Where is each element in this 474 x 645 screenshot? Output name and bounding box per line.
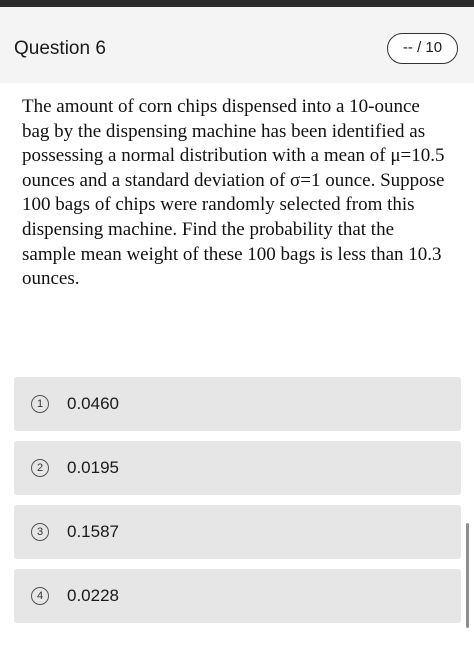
answer-choice-1[interactable]: [14, 377, 461, 431]
answer-choice-3[interactable]: [14, 505, 461, 559]
score-badge: -- / 10: [387, 33, 458, 64]
choice-number-badge: 4: [31, 587, 49, 605]
scrollbar[interactable]: [466, 523, 469, 628]
question-body: [0, 83, 474, 645]
choice-number-badge: 1: [31, 395, 49, 413]
question-text: The amount of corn chips dispensed into a 10-ounce bag by the dispensing machine has been identified as possessing a normal distribution with a mean of μ=10.5 ounces and a standard deviation of σ=1 ounce. Suppose 100 bags of chips were randomly selected from this dispensing machine. Find the probability that the sample mean weight of these 100 bags is less than 10.3 ounces.: [22, 96, 445, 290]
choice-value: 0.0460: [67, 394, 119, 413]
top-bar: [0, 0, 474, 7]
choice-value: 0.0228: [67, 586, 119, 605]
choice-number-badge: 2: [31, 459, 49, 477]
choice-value: 0.1587: [67, 522, 119, 541]
answer-choice-2[interactable]: [14, 441, 461, 495]
choice-value: 0.0195: [67, 458, 119, 477]
choice-number-badge: 3: [31, 523, 49, 541]
answer-choice-4[interactable]: [14, 569, 461, 623]
question-title: Question 6: [14, 38, 106, 59]
